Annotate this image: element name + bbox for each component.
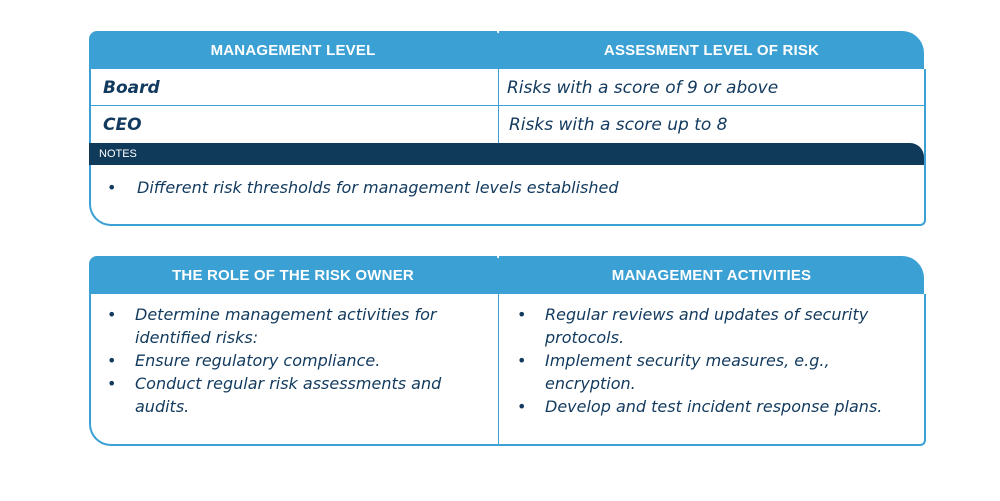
owner-item-text: Ensure regulatory compliance.: [135, 351, 381, 370]
bullet-icon: •: [517, 305, 527, 324]
notes-header: [89, 143, 924, 165]
bullet-icon: •: [517, 351, 527, 370]
activities-list: [517, 303, 907, 418]
list-item: [517, 349, 907, 395]
list-item: [107, 349, 477, 372]
bullet-icon: •: [107, 178, 117, 197]
row-divider: [89, 105, 924, 106]
list-item: [517, 395, 907, 418]
table-row-ceo-risk: Risks with a score up to 8: [509, 115, 728, 135]
owner-list: [107, 303, 477, 418]
owner-item-text: Determine management activities for identified risks:: [135, 305, 437, 347]
list-item: [517, 303, 907, 349]
notes-label: NOTES: [99, 148, 137, 160]
bullet-icon: •: [517, 397, 527, 416]
risk-level-table: [89, 31, 924, 226]
column-divider: [498, 69, 499, 143]
list-item: [107, 303, 477, 349]
header-assessment-level: ASSESMENT LEVEL OF RISK: [499, 31, 924, 69]
owner-item-text: Conduct regular risk assessments and audits.: [135, 374, 442, 416]
activity-item-text: Regular reviews and updates of security protocols.: [545, 305, 869, 347]
bullet-icon: •: [107, 374, 117, 393]
table-row-ceo-level: CEO: [103, 115, 142, 135]
activity-item-text: Implement security measures, e.g., encryption.: [545, 351, 830, 393]
note-text: Different risk thresholds for management levels established: [137, 178, 619, 197]
header-management-level: MANAGEMENT LEVEL: [89, 31, 497, 69]
activity-item-text: Develop and test incident response plans.: [545, 397, 883, 416]
header-management-activities: MANAGEMENT ACTIVITIES: [499, 256, 924, 294]
column-divider: [498, 294, 499, 444]
risk-owner-table: [89, 256, 924, 446]
list-item: [107, 372, 477, 418]
bullet-icon: •: [107, 351, 117, 370]
header-risk-owner-role: THE ROLE OF THE RISK OWNER: [89, 256, 497, 294]
bullet-icon: •: [107, 305, 117, 324]
table-row-board-level: Board: [103, 78, 160, 98]
table-row-board-risk: Risks with a score of 9 or above: [507, 78, 779, 98]
